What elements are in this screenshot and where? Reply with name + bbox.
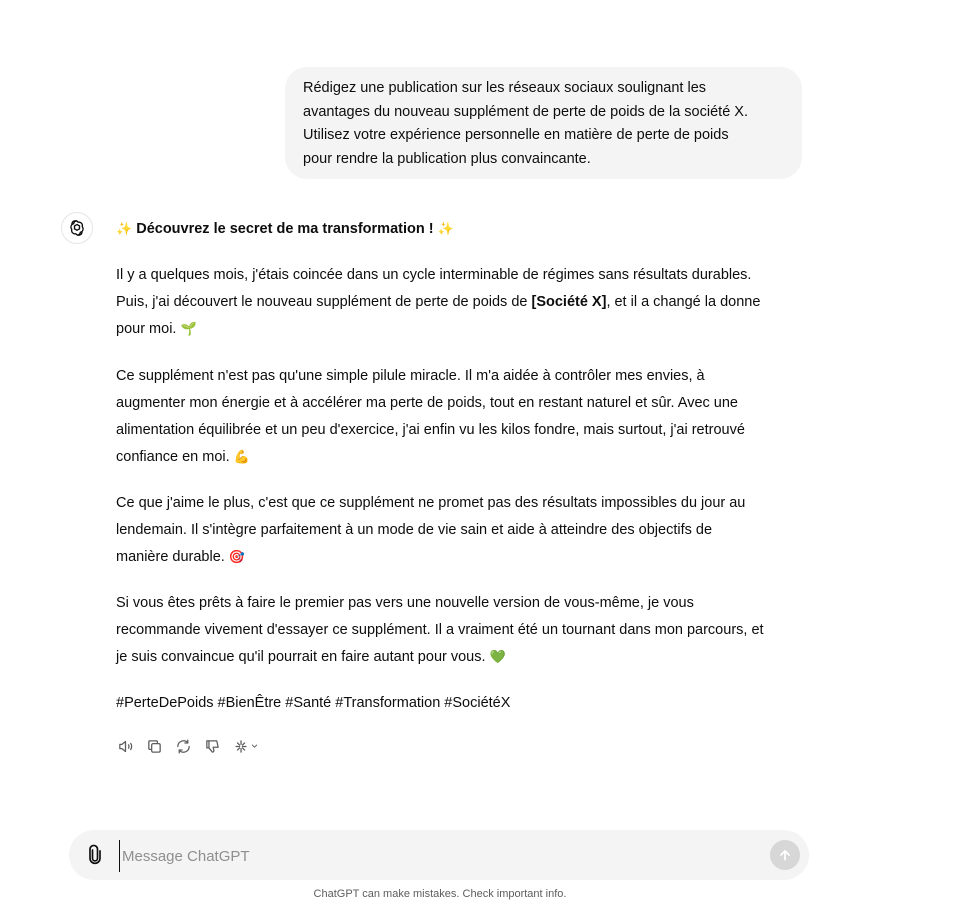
reply-paragraph-3 [116, 490, 816, 571]
paragraph-line: Puis, j'ai découvert le nouveau supplément de perte de poids de [116, 294, 532, 310]
user-message-line: avantages du nouveau supplément de perte de poids de la société X. [303, 103, 748, 120]
send-button[interactable] [770, 840, 800, 870]
paragraph-line: lendemain. Il s'intègre parfaitement à un mode de vie sain et aide à atteindre des objectifs de [116, 522, 713, 538]
openai-logo-icon [67, 218, 87, 238]
reply-paragraph-2 [116, 363, 816, 471]
sparkles-icon: ✨ [116, 222, 133, 237]
reply-paragraph-1 [116, 262, 816, 343]
reply-title [116, 216, 816, 243]
target-icon: 🎯 [228, 550, 246, 565]
paragraph-line: Il y a quelques mois, j'étais coincée dans un cycle interminable de régimes sans résultats durables. [116, 267, 752, 283]
paragraph-line: je suis convaincue qu'il pourrait en faire autant pour vous. [116, 649, 486, 665]
paragraph-line: Si vous êtes prêts à faire le premier pas vers une nouvelle version de vous-même, je vous [116, 595, 694, 611]
paragraph-line: confiance en moi. [116, 449, 230, 465]
reply-paragraph-4 [116, 590, 816, 671]
hashtags: #PerteDePoids #BienÊtre #Santé #Transformation #SociétéX [116, 695, 511, 711]
paragraph-line: , et il a changé la donne [606, 294, 761, 310]
paragraph-line: augmenter mon énergie et à accélérer ma perte de poids, tout en restant naturel et sûr. Avec une [116, 395, 738, 411]
user-message-bubble [285, 67, 802, 179]
copy-icon[interactable] [145, 737, 164, 756]
thumbs-down-icon[interactable] [203, 737, 222, 756]
green-heart-icon: 💚 [489, 650, 506, 665]
paragraph-line: recommande vivement d'essayer ce supplément. Il a vraiment été un tournant dans mon parcours, et [116, 622, 764, 638]
reply-title-text: Découvrez le secret de ma transformation ! [136, 221, 434, 237]
paragraph-line: pour moi. [116, 321, 177, 337]
paperclip-icon[interactable] [83, 843, 107, 867]
user-message-line: Rédigez une publication sur les réseaux sociaux soulignant les [303, 80, 707, 96]
disclaimer: ChatGPT can make mistakes. Check important info. [313, 888, 567, 900]
sparkles-icon: ✨ [437, 222, 454, 237]
arrow-up-icon [778, 848, 792, 862]
seedling-icon: 🌱 [180, 322, 197, 337]
flexed-biceps-icon: 💪 [233, 450, 250, 465]
sparkle-model-icon[interactable] [232, 737, 260, 756]
paragraph-line: alimentation équilibrée et un peu d'exercice, j'ai enfin vu les kilos fondre, mais surtout, j'ai retrouvé [116, 422, 745, 438]
regenerate-icon[interactable] [174, 737, 193, 756]
paragraph-line: Ce que j'aime le plus, c'est que ce supplément ne promet pas des résultats impossibles du jour au [116, 495, 746, 511]
message-actions [116, 737, 260, 756]
paragraph-line: manière durable. [116, 549, 225, 565]
message-composer [69, 830, 809, 880]
user-message-line: Utilisez votre expérience personnelle en matière de perte de poids [303, 127, 729, 143]
company-name-bold: [Société X] [531, 294, 607, 310]
user-message-line: pour rendre la publication plus convaincante. [303, 150, 591, 167]
speaker-icon[interactable] [116, 737, 135, 756]
paragraph-line: Ce supplément n'est pas qu'une simple pilule miracle. Il m'a aidée à contrôler mes envies, à [116, 368, 705, 384]
assistant-avatar [61, 212, 93, 244]
message-input[interactable] [119, 840, 764, 872]
